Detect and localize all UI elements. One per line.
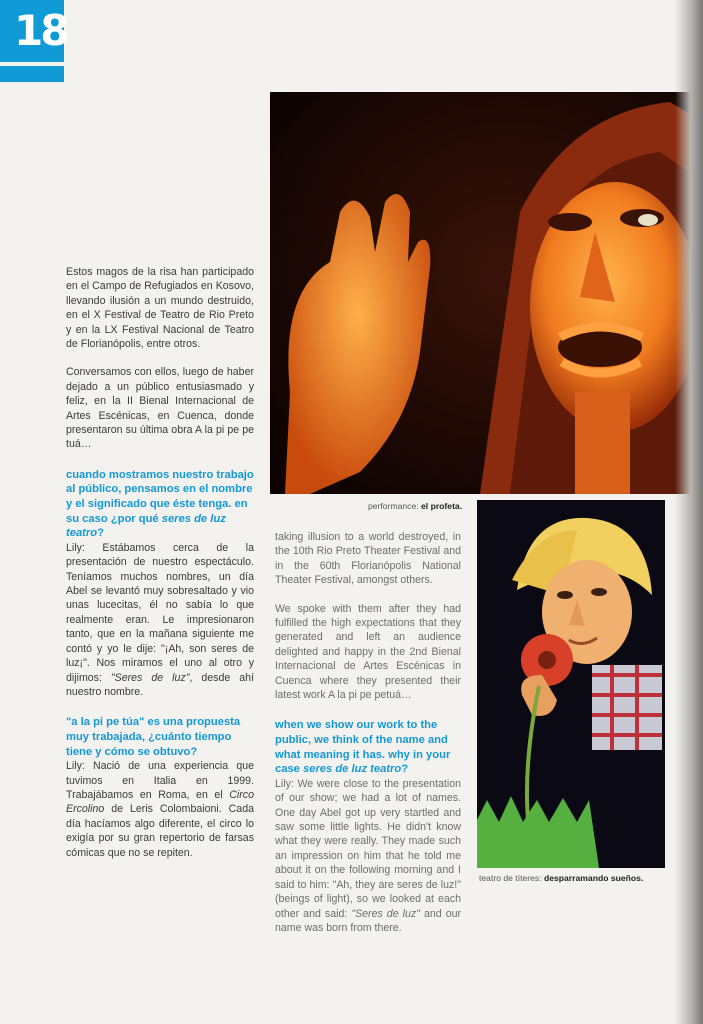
page-number-badge: [0, 0, 67, 62]
english-paragraph-1: taking illusion to a world destroyed, in the 10th Rio Preto Theater Festival and in the 60th Florianópolis National Theater Festival, amongst others.: [275, 531, 461, 587]
page-accent-bar: [0, 66, 64, 82]
answer-paragraph-2: [66, 759, 254, 860]
english-question-heading: [275, 718, 461, 776]
photo-desparramando-suenos: [477, 500, 665, 868]
photo-el-profeta: [270, 92, 703, 494]
question-italic: seres de luz teatro: [66, 512, 226, 540]
page-gutter-shadow: [675, 0, 703, 1024]
page-number: 18: [14, 6, 67, 55]
answer-italic: "Seres de luz": [351, 907, 420, 920]
answer-text: Lily: Estábamos cerca de la presentación de nuestro espectáculo. Teníamos muchos nombres, un día Abel se levantó muy sobresaltado y vio unas lucecitas, él no sabía lo que realmente eran. Le impresionaron tanto, que en la mañana siguiente me contó y yo le dije: "¡Ah, son seres de luz¡". Nos miramos el uno al otro y dijimos:: [66, 541, 254, 684]
question-text: cuando mostramos nuestro trabajo al público, pensamos en el nombre y el significado que éste tenga. en su caso ¿por qué: [66, 468, 254, 525]
answer-end: and our name was born from there.: [275, 907, 462, 934]
question-italic: seres de luz teatro: [303, 763, 402, 776]
english-answer-paragraph: [275, 777, 461, 935]
spanish-article-column: [66, 265, 254, 860]
question-text: when we show our work to the public, we think of the name and what meaning it has. why in your case: [275, 719, 451, 776]
answer-italic: Circo Ercolino: [66, 788, 254, 816]
question-end: ?: [97, 527, 104, 540]
puppet-suenos-illustration: [477, 500, 665, 868]
answer-end: , desde ahí nuestro nombre.: [66, 671, 254, 698]
caption-title: desparramando sueños.: [543, 873, 644, 883]
puppet-profeta-illustration: [270, 92, 703, 494]
caption-title: el profeta.: [421, 501, 463, 511]
question-heading-1: [66, 468, 254, 541]
question-end: ?: [401, 763, 409, 776]
english-article-column: [275, 530, 461, 935]
caption-label: performance:: [368, 501, 422, 511]
answer-text: Lily: We were close to the presentation of our show; we had a lot of names. One day Abel got up very startled and saw some little lights. He didn't know what they were really. They made such an impression on him that he told me about it on the following morning and I said to him: "Ah, they are seres de luz!" (beings of light), so we looked at each other and said:: [275, 777, 461, 920]
answer-paragraph-1: [66, 541, 254, 699]
answer-end: de Leris Colombaioni. Cada día hacíamos algo diferente, el circo lo exigía por su gran repertorio de farsas cómicas que no se repiten.: [66, 803, 254, 859]
photo2-caption: [479, 873, 643, 884]
answer-text: Lily: Nació de una experiencia que tuvimos en Italia en 1999. Trabajábamos en Roma, en el: [66, 760, 254, 801]
photo1-caption: [368, 501, 462, 512]
question-heading-2: "a la pi pe túa" es una propuesta muy trabajada, ¿cuánto tiempo tiene y cómo se obtuvo?: [66, 716, 241, 758]
intro-paragraph-2: Conversamos con ellos, luego de haber dejado a un público entusiasmado y feliz, en la II Bienal Internacional de Artes Escénicas, en Cuenca, donde presentaron su última obra A la pi pe pe tuá…: [66, 366, 254, 451]
caption-label: teatro de títeres:: [479, 873, 544, 883]
english-paragraph-2: We spoke with them after they had fulfilled the high expectations that they generated and left an audience delighted and happy in the 2nd Bienal Internacional de Artes Escénicas in Cuenca where they presented their latest work A la pi pe petuá…: [275, 602, 461, 702]
intro-paragraph-1: Estos magos de la risa han participado en el Campo de Refugiados en Kosovo, llevando ilusión a un mundo destruido, en el X Festival de Teatro de Rio Preto y en la LX Festival Nacional de Teatro de Florianópolis, entre otros.: [66, 266, 254, 351]
answer-italic: "Seres de luz": [110, 671, 190, 684]
